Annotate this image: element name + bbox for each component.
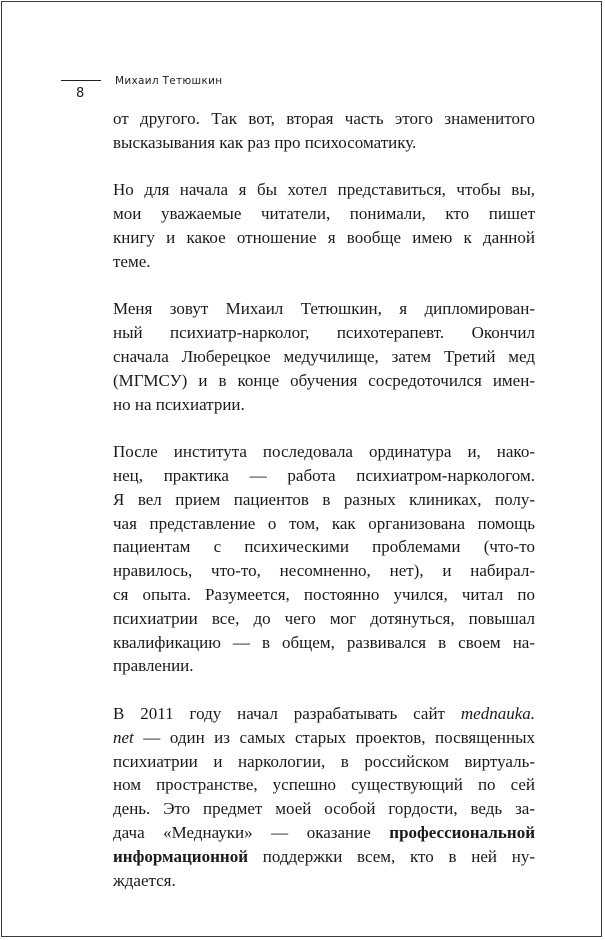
text-run: — один из самых старых проектов, посвященных [133,727,535,747]
text-line: ждается. [113,870,176,890]
paragraph-gap [113,416,535,440]
text-line: (МГМСУ) и в конце обучения сосредоточился имен- [113,370,535,390]
text-line: но на психиатрии. [113,394,245,414]
text-line: день. Это предмет моей особой гордости, ведь за- [113,799,535,819]
text-line: от другого. Так вот, вторая часть этого знаменитого [113,109,535,128]
text-line: правлении. [113,656,194,676]
text-line: Но для начала я бы хотел представиться, чтобы вы, [113,180,535,200]
text-line: Я вел прием пациентов в разных клиниках, полу- [113,489,535,509]
text-line: квалификацию — в общем, развивался в своем на- [113,632,535,652]
text-line: психиатрии все, до чего мог дотянуться, повышал [113,608,535,628]
text-line: мои уважаемые читатели, понимали, кто пишет [113,204,535,224]
text-line [113,702,535,726]
text-line [113,726,535,750]
text-line: ся опыта. Разумеется, постоянно учился, читал по [113,584,535,604]
text-line: книгу и какое отношение я вообще имею к данной [113,227,535,247]
body-text [113,107,535,892]
header-rule [61,80,101,81]
text-line: психиатрии и наркологии, в российском виртуаль- [113,751,535,771]
text-line: ном пространстве, успешно существующий по сей [113,775,535,795]
text-line: теме. [113,251,151,271]
bold-emphasis: профессиональной [389,822,535,842]
text-line: нравилось, что-то, несомненно, нет), и набирал- [113,561,535,581]
bold-emphasis: информационной [113,846,248,866]
text-run: дача «Меднауки» — оказание [113,822,390,842]
paragraph-gap [113,274,535,298]
text-line: ный психиатр-нарколог, психотерапевт. Окончил [113,323,535,343]
site-name-italic: mednauka. [460,703,535,723]
text-line: Меня зовут Михаил Тетюшкин, я дипломирован- [113,299,535,319]
text-line: После института последовала ординатура и, нако- [113,442,535,462]
text-run: поддержки всем, кто в ней ну- [248,846,535,866]
text-line [113,821,535,845]
text-line: высказывания как раз про психосоматику. [113,132,417,152]
text-line: сначала Люберецкое медучилище, затем Третий мед [113,346,535,366]
page-number: 8 [76,86,85,101]
paragraph-gap [113,678,535,702]
text-line: чая представление о том, как организована помощь [113,513,535,533]
text-run: В 2011 году начал разрабатывать сайт [113,703,461,723]
text-line: нец, практика — работа психиатром-наркологом. [113,465,535,485]
text-line [113,845,535,869]
paragraph-gap [113,155,535,179]
running-head-author: Михаил Тетюшкин [115,75,223,87]
text-line: пациентам с психическими проблемами (что-то [113,537,535,557]
site-name-italic: net [113,727,134,747]
